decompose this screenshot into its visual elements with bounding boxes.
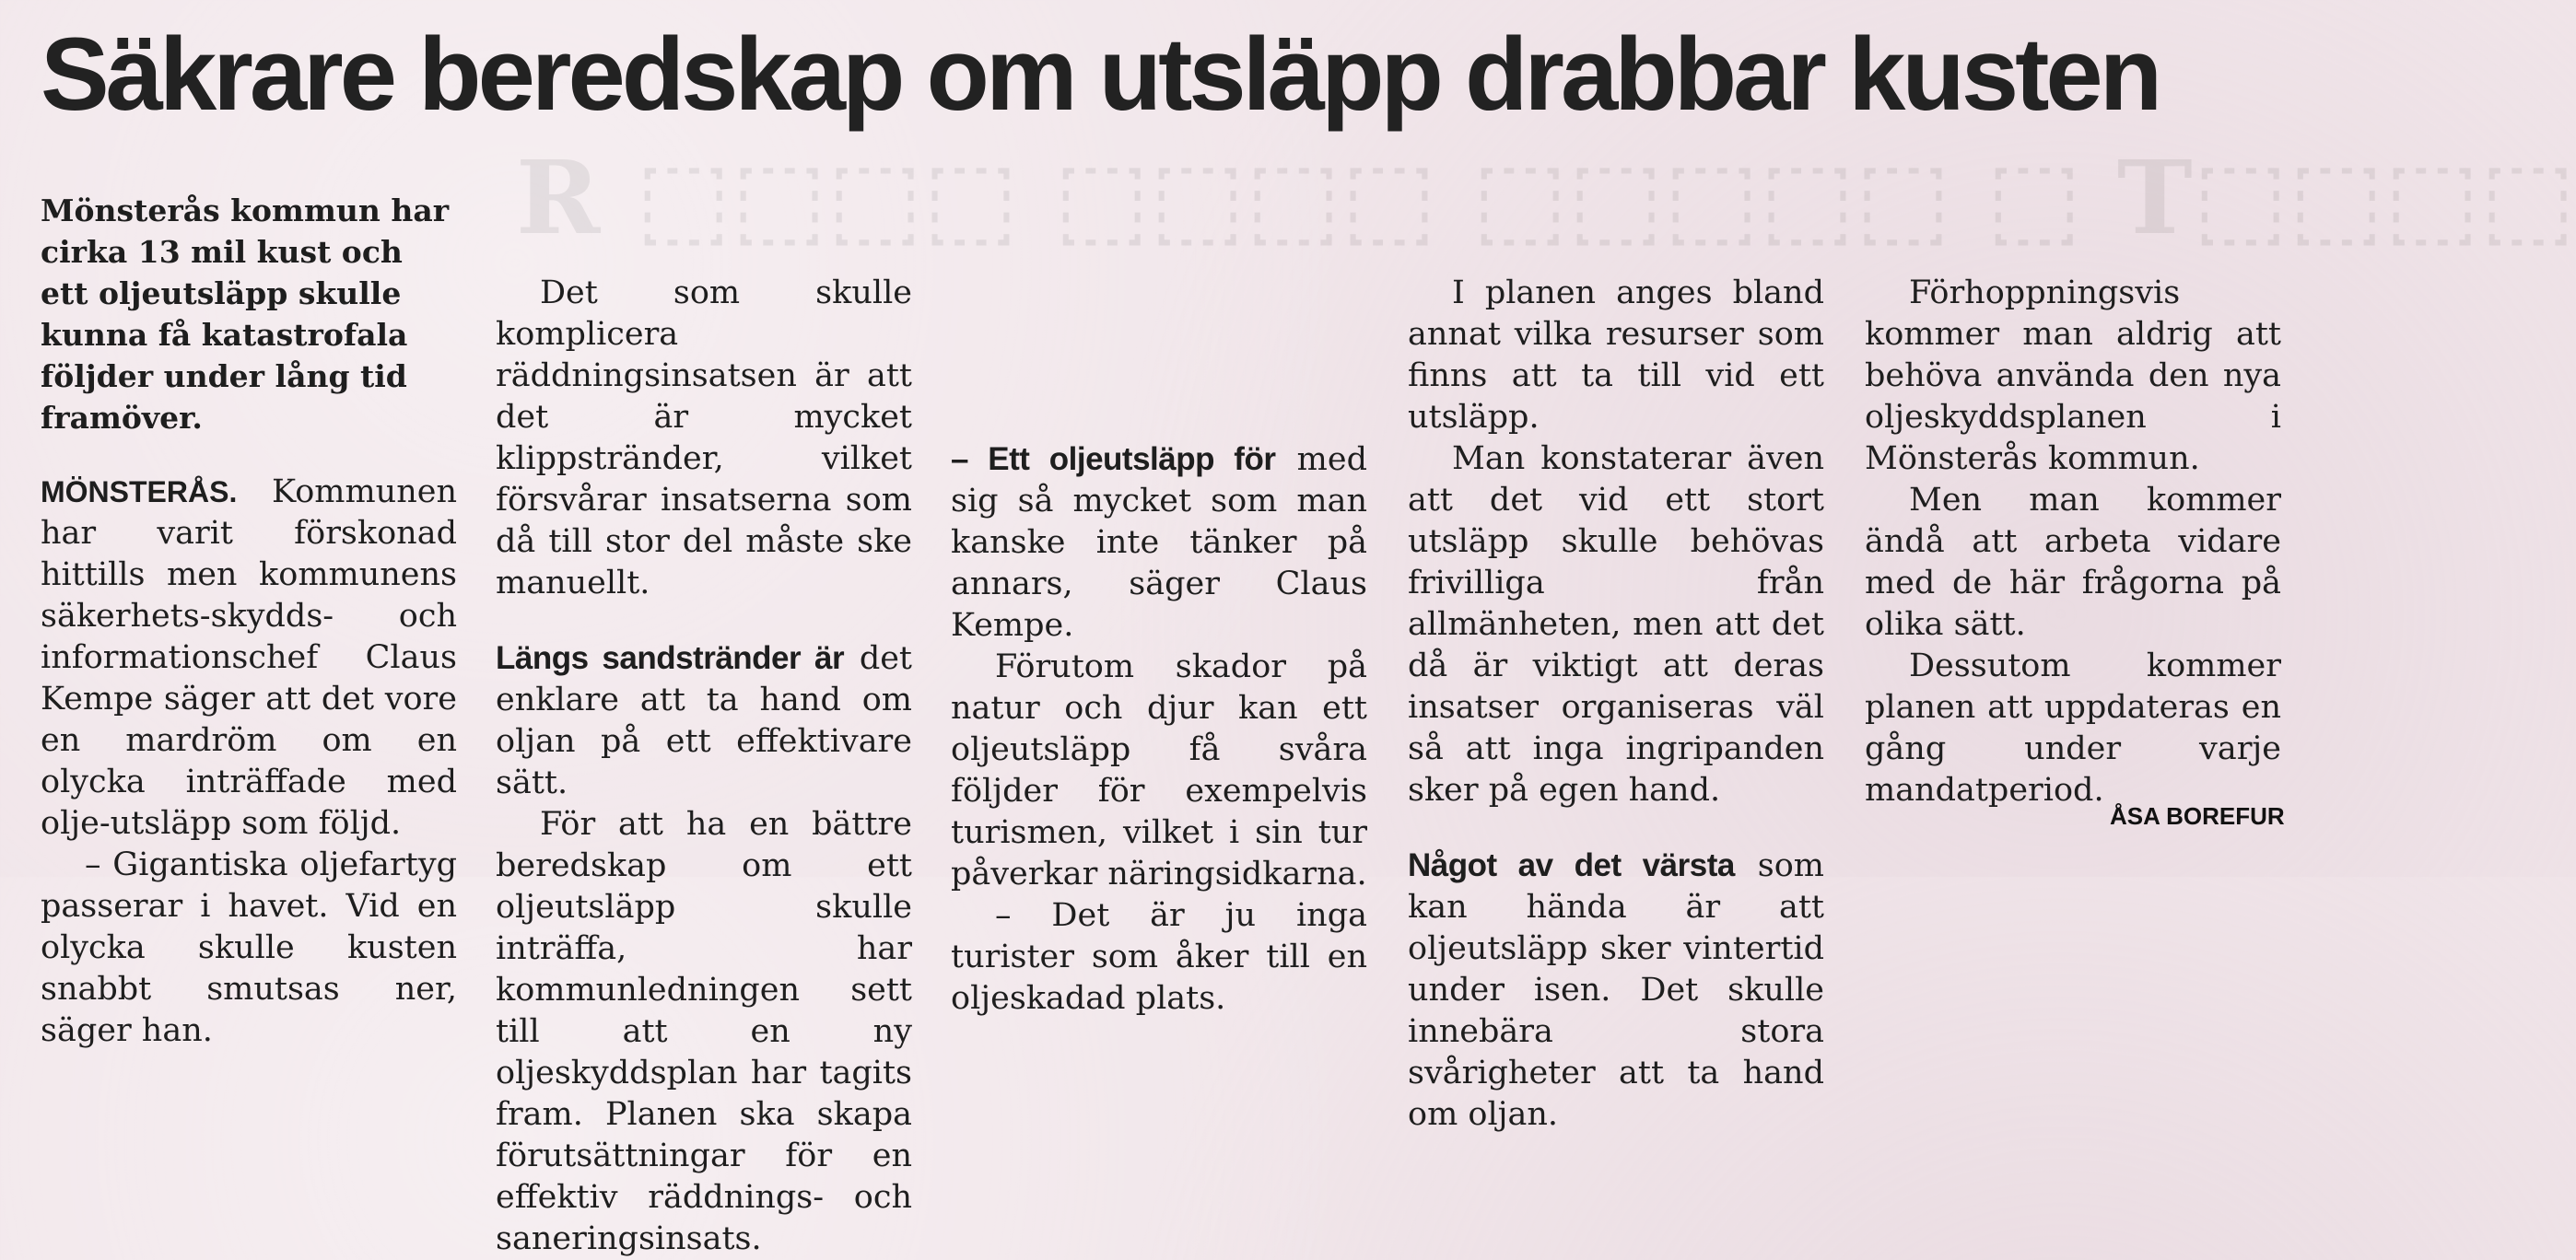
paragraph-turister: – Det är ju inga turister som åker till en oljeskadad plats. xyxy=(951,897,1367,1017)
paragraph-beredskap: För att ha en bättre beredskap om ett oljeutsläpp skulle inträffa, har kommunledningen sett till att en ny oljeskyddsplan har tagits fram. Planen ska skapa förutsättningar för en effektiv räddnings- och saneringsinsats. xyxy=(496,806,912,1257)
subhead-varsta: Något av det värsta xyxy=(1408,847,1735,883)
text-column-3 xyxy=(951,356,1367,1020)
intro-text: Kommunen har varit förskonad hittills men kommunens säkerhets-skydds- och informationschef Claus Kempe säger att det vore en mardröm om en olycka inträffade med olje-utsläpp som följd. xyxy=(41,473,457,842)
byline: ÅSA BOREFUR xyxy=(2110,802,2285,830)
paragraph-skador: Förutom skador på natur och djur kan ett oljeutsläpp få svåra följder för exempelvis turismen, vilket i sin tur påverkar näringsidkarna. xyxy=(951,648,1367,892)
paragraph-intro xyxy=(41,472,457,845)
paragraph-frivilliga: Man konstaterar även att det vid ett stort utsläpp skulle behövas frivilliga från allmänheten, men att det då är viktigt att deras insatser organiseras väl så att inga ingripanden sker på egen hand. xyxy=(1408,440,1824,809)
text-column-5 xyxy=(1865,273,2281,811)
subhead-sandstrander: Längs sandstränder är xyxy=(496,640,845,676)
paragraph-komplicera: Det som skulle komplicera räddningsinsatsen är att det är mycket klippstränder, vilket försvårar insatserna som då till stor del måste ske manuellt. xyxy=(496,274,912,601)
paragraph-forhoppning: Förhoppningsvis kommer man aldrig att behöva använda den nya oljeskyddsplanen i Mönsterås kommun. xyxy=(1865,274,2281,477)
article-lead: Mönsterås kommun har cirka 13 mil kust och ett oljeutsläpp skulle kunna få katastrofala följder under lång tid framöver. xyxy=(41,192,450,436)
paragraph-oljeutslapp: – Ett oljeutsläpp för med sig så mycket som man kanske inte tänker på annars, säger Claus Kempe. xyxy=(951,441,1367,644)
paragraph-gigantiska: – Gigantiska oljefartyg passerar i havet. Vid en olycka skulle kusten snabbt smutsas ner, säger han. xyxy=(41,846,457,1049)
paragraph-sandstrander: Längs sandstränder är det enklare att ta hand om oljan på ett effektivare sätt. xyxy=(496,640,912,801)
subhead-oljeutslapp: – Ett oljeutsläpp för xyxy=(951,441,1276,477)
paragraph-resurser: I planen anges bland annat vilka resurser som finns att ta till vid ett utsläpp. xyxy=(1408,274,1824,436)
article-headline: Säkrare beredskap om utsläpp drabbar kusten xyxy=(41,17,2160,132)
paragraph-arbeta: Men man kommer ändå att arbeta vidare med de här frågorna på olika sätt. xyxy=(1865,482,2281,643)
paragraph-dessutom: Dessutom kommer planen att uppdateras en gång under varje mandatperiod. xyxy=(1865,648,2281,809)
dateline: MÖNSTERÅS. xyxy=(41,475,238,508)
show-through-background: R ⬚⬚⬚⬚ ⬚⬚⬚⬚ ⬚⬚⬚⬚⬚ ⬚ T⬚⬚⬚⬚ xyxy=(516,138,2576,257)
text-column-4 xyxy=(1408,190,1824,1136)
paragraph-varsta: Något av det värsta som kan hända är att oljeutsläpp sker vintertid under isen. Det skulle innebära stora svårigheter att ta hand om oljan. xyxy=(1408,847,1824,1133)
text-column-1 xyxy=(41,190,457,1052)
text-column-2 xyxy=(496,190,912,1260)
